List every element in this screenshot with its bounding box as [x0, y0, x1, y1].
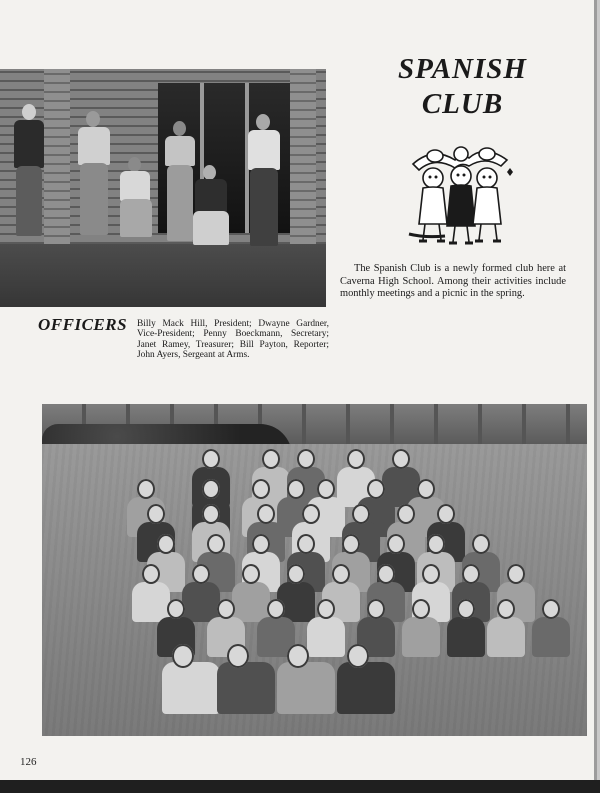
member-head	[137, 479, 155, 499]
member-head	[172, 644, 194, 668]
member-head	[297, 449, 315, 469]
member-head	[287, 479, 305, 499]
member-head	[202, 479, 220, 499]
member-head	[422, 564, 440, 584]
member-head	[367, 599, 385, 619]
member-body	[162, 662, 220, 714]
member-body	[487, 617, 525, 657]
member-body	[532, 617, 570, 657]
member-head	[157, 534, 175, 554]
member-head	[317, 479, 335, 499]
member-head	[352, 504, 370, 524]
member-head	[367, 479, 385, 499]
club-title	[360, 52, 565, 122]
member-head	[207, 534, 225, 554]
club-title-line1: SPANISH	[398, 53, 527, 85]
member-head	[192, 564, 210, 584]
member-body	[277, 662, 335, 714]
member-body	[447, 617, 485, 657]
member-head	[242, 564, 260, 584]
sidewalk	[0, 244, 326, 307]
member-head	[332, 564, 350, 584]
member-head	[507, 564, 525, 584]
member-head	[287, 644, 309, 668]
member-head	[342, 534, 360, 554]
member-head	[387, 534, 405, 554]
member-head	[397, 504, 415, 524]
member-head	[142, 564, 160, 584]
member-head	[252, 534, 270, 554]
member-head	[457, 599, 475, 619]
member-body	[232, 582, 270, 622]
officers-photo	[0, 69, 326, 307]
member-head	[147, 504, 165, 524]
member-head	[257, 504, 275, 524]
scan-edge	[0, 780, 600, 793]
member-head	[262, 449, 280, 469]
member-head	[267, 599, 285, 619]
officers-heading: OFFICERS	[38, 315, 128, 334]
member-head	[497, 599, 515, 619]
member-head	[427, 534, 445, 554]
member-body	[307, 617, 345, 657]
member-body	[132, 582, 170, 622]
officers-list: Billy Mack Hill, President; Dwayne Gardner, Vice-President; Penny Boeckmann, Secretary; Janet Ramey, Treasurer; Bill Payton, Reporter; John Ayers, Sergeant at Arms.	[137, 319, 329, 361]
member-head	[347, 449, 365, 469]
member-head	[472, 534, 490, 554]
page-number: 126	[20, 756, 37, 768]
member-body	[337, 662, 395, 714]
club-description: The Spanish Club is a newly formed club here at Caverna High School. Among their activities include monthly meetings and a picnic in the spring.	[340, 263, 566, 300]
member-head	[202, 449, 220, 469]
member-head	[227, 644, 249, 668]
member-head	[412, 599, 430, 619]
member-head	[377, 564, 395, 584]
member-head	[302, 504, 320, 524]
member-head	[202, 504, 220, 524]
sombrero-characters-cartoon-icon	[405, 142, 515, 247]
club-title-line2: CLUB	[421, 88, 504, 120]
member-body	[217, 662, 275, 714]
member-head	[417, 479, 435, 499]
member-head	[287, 564, 305, 584]
member-body	[402, 617, 440, 657]
member-head	[252, 479, 270, 499]
brick-pillar	[44, 69, 70, 244]
member-head	[217, 599, 235, 619]
member-head	[347, 644, 369, 668]
member-head	[462, 564, 480, 584]
member-head	[437, 504, 455, 524]
member-head	[317, 599, 335, 619]
brick-pillar	[290, 69, 316, 244]
member-head	[542, 599, 560, 619]
group-photo	[42, 404, 587, 736]
member-head	[392, 449, 410, 469]
member-head	[167, 599, 185, 619]
member-body	[182, 582, 220, 622]
member-head	[297, 534, 315, 554]
